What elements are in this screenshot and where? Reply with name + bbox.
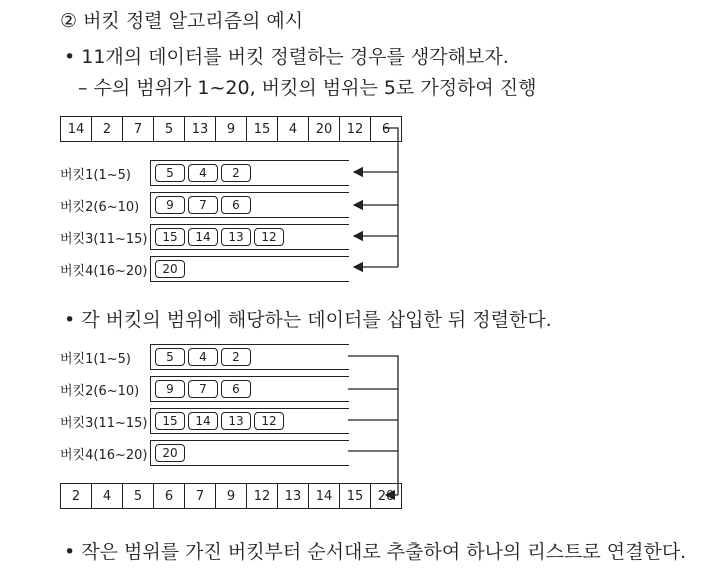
bucket-label: 버킷3(11~15) xyxy=(60,416,148,431)
bucket-item: 7 xyxy=(188,380,218,398)
bullet-intro-sub: – 수의 범위가 1~20, 버킷의 범위는 5로 가정하여 진행 xyxy=(78,77,537,99)
array-cell: 14 xyxy=(309,484,340,508)
section-title: ② 버킷 정렬 알고리즘의 예시 xyxy=(60,10,304,32)
bucket-item: 2 xyxy=(221,164,251,182)
bucket-label: 버킷1(1~5) xyxy=(60,168,131,183)
bucket-item: 6 xyxy=(221,380,251,398)
array-cell: 14 xyxy=(61,117,92,141)
bucket-item: 12 xyxy=(254,228,284,246)
array-cell: 12 xyxy=(340,117,371,141)
bucket-label: 버킷2(6~10) xyxy=(60,384,140,399)
bullet-intro: • 11개의 데이터를 버킷 정렬하는 경우를 생각해보자. xyxy=(64,46,509,68)
array-cell: 15 xyxy=(247,117,278,141)
bucket-item: 13 xyxy=(221,412,251,430)
array-cell: 15 xyxy=(340,484,371,508)
bucket-item: 5 xyxy=(155,164,185,182)
array-cell: 12 xyxy=(247,484,278,508)
array-cell: 2 xyxy=(61,484,92,508)
array-cell: 7 xyxy=(185,484,216,508)
array-cell: 6 xyxy=(381,121,391,137)
bucket-item: 20 xyxy=(155,260,185,278)
bucket-item: 6 xyxy=(221,196,251,214)
array-cell: 7 xyxy=(123,117,154,141)
array-cell: 9 xyxy=(216,117,247,141)
bucket-item: 14 xyxy=(188,412,218,430)
array-cell: 13 xyxy=(185,117,216,141)
array-cell: 20 xyxy=(309,117,340,141)
bucket-label: 버킷4(16~20) xyxy=(60,448,148,463)
array-cell: 4 xyxy=(278,117,309,141)
bucket-item: 12 xyxy=(254,412,284,430)
bucket-label: 버킷3(11~15) xyxy=(60,232,148,247)
bullet-insert: • 각 버킷의 범위에 해당하는 데이터를 삽입한 뒤 정렬한다. xyxy=(64,309,552,331)
bucket-item: 15 xyxy=(155,412,185,430)
bucket-label: 버킷1(1~5) xyxy=(60,352,131,367)
array-cell: 13 xyxy=(278,484,309,508)
array-cell: 20 xyxy=(377,488,395,504)
array-cell: 2 xyxy=(92,117,123,141)
array-cell: 6 xyxy=(154,484,185,508)
collect-line xyxy=(348,356,398,495)
distribute-line xyxy=(383,128,398,267)
bucket-item: 9 xyxy=(155,196,185,214)
array-cell: 5 xyxy=(123,484,154,508)
bucket-label: 버킷4(16~20) xyxy=(60,264,148,279)
bucket-item: 9 xyxy=(155,380,185,398)
array-cell: 4 xyxy=(92,484,123,508)
bucket-item: 14 xyxy=(188,228,218,246)
bucket-item: 15 xyxy=(155,228,185,246)
array-cell: 9 xyxy=(216,484,247,508)
bucket-item: 20 xyxy=(155,444,185,462)
bucket-item: 13 xyxy=(221,228,251,246)
bucket-item: 5 xyxy=(155,348,185,366)
bucket-item: 7 xyxy=(188,196,218,214)
bucket-item: 4 xyxy=(188,348,218,366)
bullet-concat: • 작은 범위를 가진 버킷부터 순서대로 추출하여 하나의 리스트로 연결한다. xyxy=(64,541,687,563)
bucket-item: 4 xyxy=(188,164,218,182)
bucket-item: 2 xyxy=(221,348,251,366)
bucket-label: 버킷2(6~10) xyxy=(60,200,140,215)
array-cell: 5 xyxy=(154,117,185,141)
